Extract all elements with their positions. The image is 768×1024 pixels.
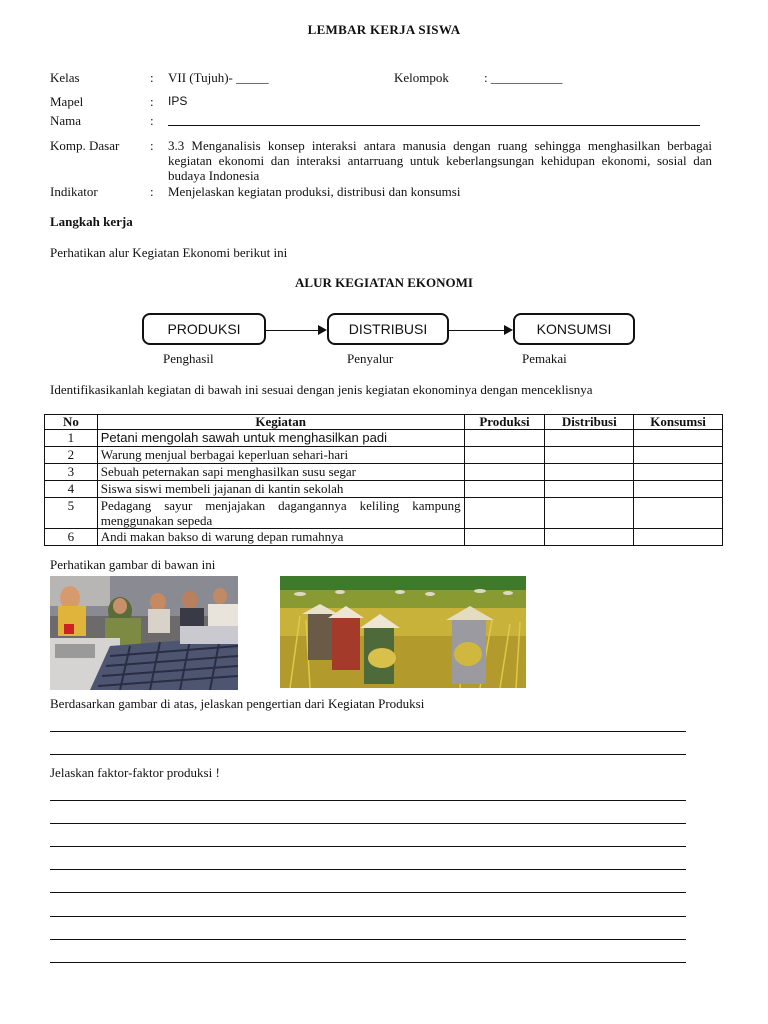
answer-line[interactable] <box>50 731 686 732</box>
header-kegiatan: Kegiatan <box>97 415 464 430</box>
table-row <box>45 498 723 529</box>
worksheet-title: LEMBAR KERJA SISWA <box>307 22 461 37</box>
header-no: No <box>45 415 98 430</box>
row-kegiatan: Warung menjual berbagai keperluan sehari-hari <box>97 447 464 464</box>
table-row <box>45 481 723 498</box>
row-kegiatan: Siswa siswi membeli jajanan di kantin sekolah <box>97 481 464 498</box>
colon: : <box>150 138 154 153</box>
nama-label: Nama <box>50 113 82 128</box>
flow-box-produksi: PRODUKSI <box>142 313 266 345</box>
table-row <box>45 430 723 447</box>
flow-title: ALUR KEGIATAN EKONOMI <box>295 275 473 290</box>
kelompok-label: Kelompok <box>394 70 449 85</box>
checkbox-produksi[interactable] <box>464 498 545 529</box>
row-kegiatan: Petani mengolah sawah untuk menghasilkan padi <box>97 430 464 447</box>
nama-blank-line <box>168 125 700 126</box>
checkbox-distribusi[interactable] <box>545 481 634 498</box>
row-number: 5 <box>45 498 98 529</box>
activity-table <box>44 414 723 546</box>
checkbox-konsumsi[interactable] <box>634 481 723 498</box>
kelas-value: VII (Tujuh)- _____ <box>168 70 269 85</box>
question-2: Jelaskan faktor-faktor produksi ! <box>50 765 220 780</box>
question-1: Berdasarkan gambar di atas, jelaskan pengertian dari Kegiatan Produksi <box>50 696 425 711</box>
caption-penyalur: Penyalur <box>347 351 394 366</box>
kompdasar-value: 3.3 Menganalisis konsep interaksi antara manusia dengan ruang sehingga menghasilkan berbagai kegiatan ekonomi dan interaksi antarruang untuk keberlangsungan kehidupan ekonomi, sosial dan budaya Indonesia <box>168 138 712 183</box>
answer-line[interactable] <box>50 800 686 801</box>
checkbox-konsumsi[interactable] <box>634 464 723 481</box>
checkbox-produksi[interactable] <box>464 529 545 546</box>
indikator-label: Indikator <box>50 184 98 199</box>
table-row <box>45 529 723 546</box>
arrowhead-icon <box>318 325 327 335</box>
row-number: 6 <box>45 529 98 546</box>
checkbox-konsumsi[interactable] <box>634 430 723 447</box>
checkbox-produksi[interactable] <box>464 447 545 464</box>
checkbox-produksi[interactable] <box>464 430 545 447</box>
caption-pemakai: Pemakai <box>522 351 567 366</box>
answer-line[interactable] <box>50 846 686 847</box>
answer-line[interactable] <box>50 823 686 824</box>
indikator-value: Menjelaskan kegiatan produksi, distribusi dan konsumsi <box>168 184 461 199</box>
instruction-text: Identifikasikanlah kegiatan di bawah ini sesuai dengan jenis kegiatan ekonominya dengan menceklisnya <box>50 382 593 397</box>
kelompok-value: : ___________ <box>484 70 563 85</box>
mapel-label: Mapel <box>50 94 84 109</box>
flow-box-distribusi: DISTRIBUSI <box>327 313 449 345</box>
answer-line[interactable] <box>50 754 686 755</box>
gambar-instruction: Perhatikan gambar di bawan ini <box>50 557 216 572</box>
colon: : <box>150 184 154 199</box>
header-distribusi: Distribusi <box>545 415 634 430</box>
row-number: 3 <box>45 464 98 481</box>
table-row <box>45 464 723 481</box>
mapel-value: IPS <box>168 94 188 108</box>
header-produksi: Produksi <box>464 415 545 430</box>
answer-line[interactable] <box>50 962 686 963</box>
intro-text: Perhatikan alur Kegiatan Ekonomi berikut ini <box>50 245 288 260</box>
checkbox-distribusi[interactable] <box>545 498 634 529</box>
flow-box-konsumsi: KONSUMSI <box>513 313 635 345</box>
row-number: 1 <box>45 430 98 447</box>
table-row <box>45 447 723 464</box>
rice-harvest-photo <box>280 576 526 688</box>
row-kegiatan: Andi makan bakso di warung depan rumahnya <box>97 529 464 546</box>
arrowhead-icon <box>504 325 513 335</box>
checkbox-distribusi[interactable] <box>545 430 634 447</box>
checkbox-konsumsi[interactable] <box>634 498 723 529</box>
header-konsumsi: Konsumsi <box>634 415 723 430</box>
checkbox-distribusi[interactable] <box>545 529 634 546</box>
row-kegiatan: Pedagang sayur menjajakan dagangannya keliling kampung menggunakan sepeda <box>97 498 464 529</box>
answer-line[interactable] <box>50 892 686 893</box>
colon: : <box>150 70 154 85</box>
colon: : <box>150 113 154 128</box>
checkbox-distribusi[interactable] <box>545 447 634 464</box>
checkbox-produksi[interactable] <box>464 481 545 498</box>
checkbox-distribusi[interactable] <box>545 464 634 481</box>
caption-penghasil: Penghasil <box>163 351 214 366</box>
table-header-row <box>45 415 723 430</box>
checkbox-produksi[interactable] <box>464 464 545 481</box>
checkbox-konsumsi[interactable] <box>634 447 723 464</box>
kompdasar-label: Komp. Dasar <box>50 138 120 153</box>
checkbox-konsumsi[interactable] <box>634 529 723 546</box>
answer-line[interactable] <box>50 869 686 870</box>
answer-line[interactable] <box>50 916 686 917</box>
row-number: 2 <box>45 447 98 464</box>
langkah-kerja-heading: Langkah kerja <box>50 214 133 229</box>
colon: : <box>150 94 154 109</box>
flow-arrow <box>266 330 320 331</box>
answer-line[interactable] <box>50 939 686 940</box>
row-number: 4 <box>45 481 98 498</box>
row-kegiatan: Sebuah peternakan sapi menghasilkan susu segar <box>97 464 464 481</box>
flow-arrow <box>449 330 505 331</box>
kelas-label: Kelas <box>50 70 80 85</box>
garment-factory-photo <box>50 576 238 690</box>
